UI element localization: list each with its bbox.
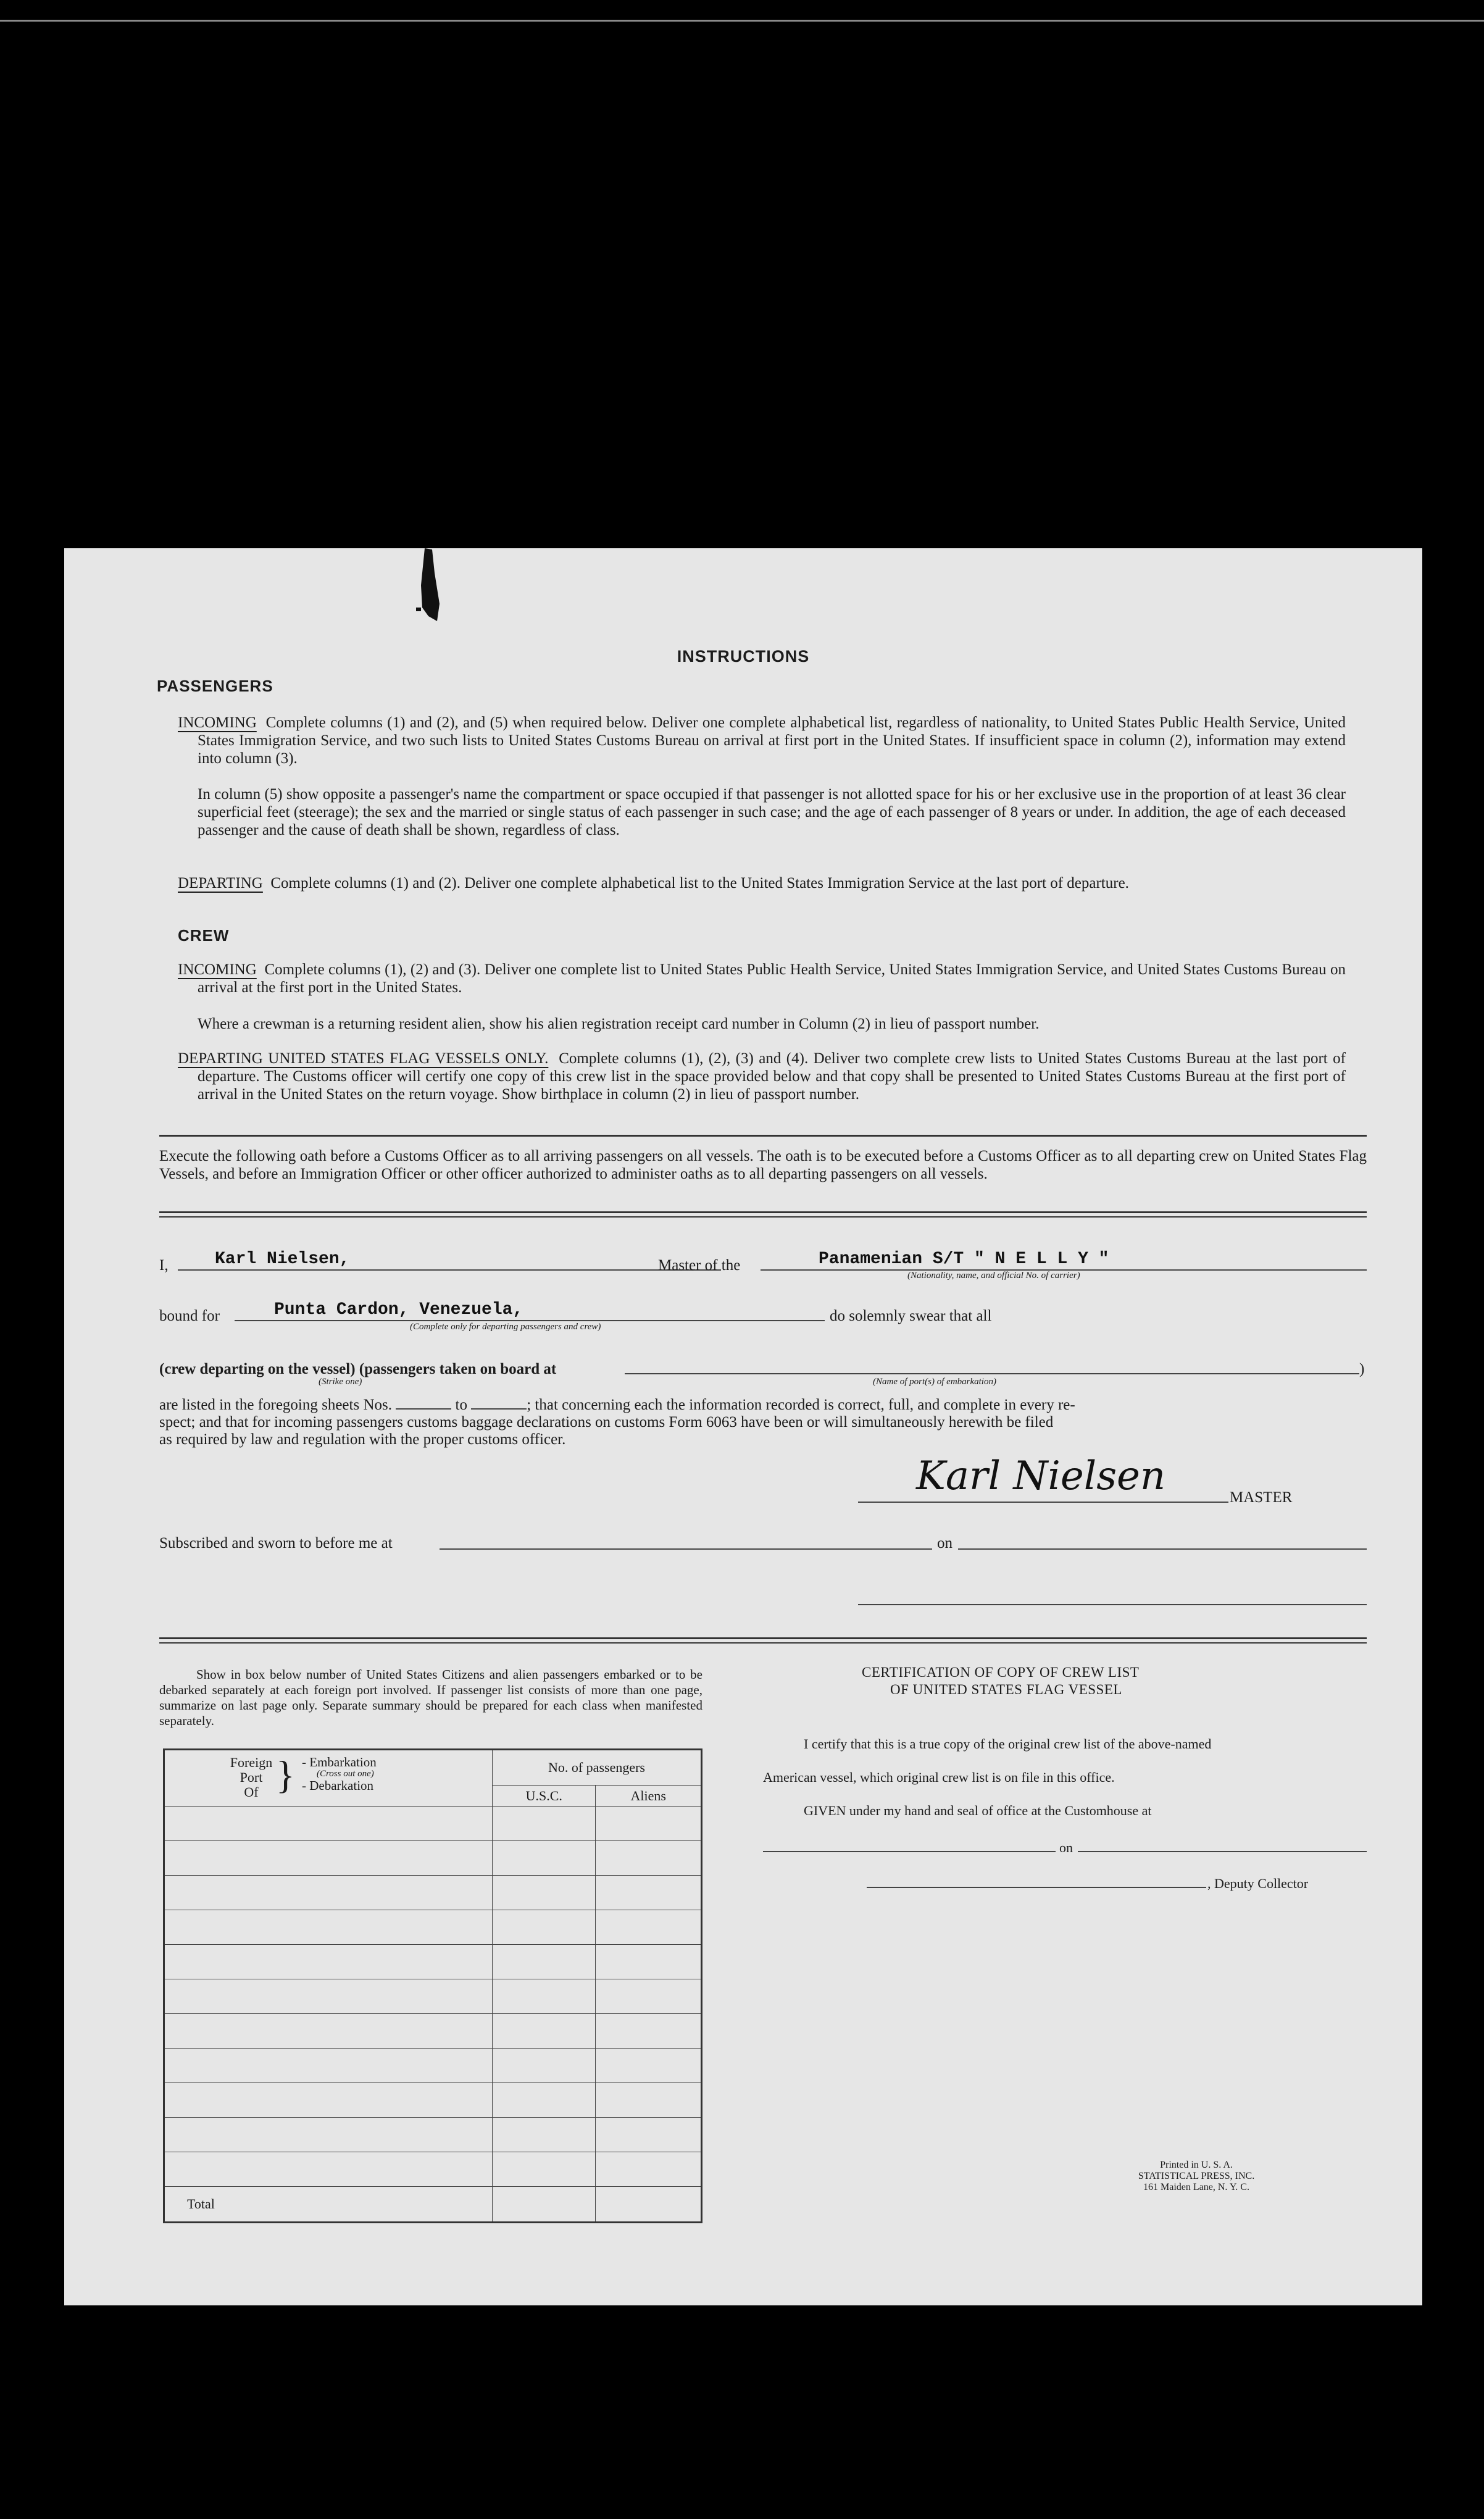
listed-line-3: as required by law and regulation with the proper customs officer. <box>159 1431 566 1448</box>
destination-line <box>235 1320 825 1321</box>
usc-cell <box>492 1945 596 1979</box>
aliens-cell <box>596 1876 702 1910</box>
crew-incoming-paragraph <box>178 961 1346 996</box>
ports-caption: (Name of port(s) of embarkation) <box>873 1377 996 1387</box>
passengers-departing-paragraph <box>178 874 1346 892</box>
table-header-row <box>164 1750 702 1786</box>
officer-signature-line <box>858 1604 1367 1605</box>
usc-cell <box>492 2083 596 2118</box>
master-label: MASTER <box>1230 1489 1293 1506</box>
section-divider <box>159 1135 1367 1137</box>
port-label: Port <box>240 1769 263 1785</box>
usc-cell <box>492 2118 596 2152</box>
port-cell <box>164 2083 493 2118</box>
port-cell <box>164 2152 493 2187</box>
table-row <box>164 1910 702 1945</box>
of-label: Of <box>244 1784 259 1800</box>
listed-line-1 <box>159 1397 1075 1414</box>
debarkation-label: - Debarkation <box>302 1778 374 1793</box>
usc-cell <box>492 1876 596 1910</box>
aliens-cell <box>596 2083 702 2118</box>
certification-title-2: OF UNITED STATES FLAG VESSEL <box>890 1682 1122 1697</box>
table-row <box>164 1841 702 1876</box>
master-name-line <box>178 1269 721 1271</box>
crew-resident-paragraph: Where a crewman is a returning resident alien, show his alien registration receipt card number in Column (2) in lieu of passport number. <box>198 1016 1040 1032</box>
aliens-cell <box>596 2118 702 2152</box>
port-cell <box>164 1979 493 2014</box>
embarkation-ports-line <box>625 1373 1359 1374</box>
foreign-label: Foreign <box>230 1755 273 1770</box>
printer-imprint <box>1104 2160 1289 2193</box>
port-cell <box>164 1841 493 1876</box>
aliens-cell <box>596 1979 702 2014</box>
crew-departing-label: DEPARTING UNITED STATES FLAG VESSELS ONLY. <box>178 1050 549 1067</box>
total-usc-cell <box>492 2187 596 2223</box>
certification-line-2: American vessel, which original crew list is on file in this office. <box>763 1769 1115 1785</box>
destination-value: Punta Cardon, Venezuela, <box>274 1300 523 1319</box>
certification-on-label: on <box>1059 1840 1073 1855</box>
listed-sheets-label: are listed in the foregoing sheets Nos. <box>159 1397 392 1413</box>
certification-title-1: CERTIFICATION OF COPY OF CREW LIST <box>862 1665 1140 1680</box>
master-name-value: Karl Nielsen, <box>215 1250 350 1269</box>
close-paren: ) <box>1359 1361 1365 1377</box>
sworn-date-line <box>958 1548 1367 1550</box>
crew-departing-clause: (crew departing on the vessel) (passengers taken on board at <box>159 1361 557 1377</box>
table-row <box>164 1945 702 1979</box>
summary-rows <box>164 1807 702 2187</box>
destination-caption: (Complete only for departing passengers and crew) <box>410 1322 601 1332</box>
aliens-header: Aliens <box>596 1786 702 1807</box>
total-row <box>164 2187 702 2223</box>
subscribed-label: Subscribed and sworn to before me at <box>159 1535 393 1552</box>
aliens-cell <box>596 1945 702 1979</box>
signature-line <box>858 1502 1228 1503</box>
table-row <box>164 1807 702 1841</box>
usc-cell <box>492 1841 596 1876</box>
sworn-place-line <box>440 1548 932 1550</box>
oath-divider <box>159 1211 1367 1218</box>
page-title: INSTRUCTIONS <box>677 647 810 666</box>
printer-line-3: 161 Maiden Lane, N. Y. C. <box>1143 2182 1249 2192</box>
master-signature: Karl Nielsen <box>916 1453 1166 1499</box>
table-row <box>164 1876 702 1910</box>
cross-out-caption: (Cross out one) <box>317 1769 374 1779</box>
usc-cell <box>492 2152 596 2187</box>
customhouse-line <box>763 1851 1056 1852</box>
usc-cell <box>492 2014 596 2049</box>
certification-line-1: I certify that this is a true copy of the original crew list of the above-named <box>804 1736 1212 1752</box>
passengers-heading: PASSENGERS <box>157 677 273 695</box>
port-cell <box>164 2014 493 2049</box>
table-row <box>164 2083 702 2118</box>
total-label: Total <box>164 2187 493 2223</box>
passengers-incoming-text: Complete columns (1) and (2), and (5) when required below. Deliver one complete alphabetical list, regardless of nationality, to United States Public Health Service, United States Immigration Service, and two such lists to United States Customs Bureau on arrival at first port in the United States. If insufficient space in column (2), information may extend into column (3). <box>198 714 1346 767</box>
passengers-incoming-label: INCOMING <box>178 714 257 731</box>
total-aliens-cell <box>596 2187 702 2223</box>
crew-incoming-text: Complete columns (1), (2) and (3). Deliver one complete list to United States Public Health Service, United States Immigration Service, and United States Customs Bureau on arrival at the first port in the United States. <box>198 961 1346 996</box>
crew-departing-text: Complete columns (1), (2), (3) and (4). Deliver two complete crew lists to United States Customs Bureau at the last port of departure. The Customs officer will certify one copy of this crew list in the space provided below and that copy shall be presented to United States Customs Bureau at the first port of arrival in the United States on the return voyage. Show birthplace in column (2) in lieu of passport number. <box>198 1050 1346 1103</box>
deputy-collector-label: , Deputy Collector <box>1207 1876 1309 1891</box>
crew-departing-paragraph <box>178 1050 1346 1103</box>
brace-mark: } <box>276 1753 295 1797</box>
port-cell <box>164 2049 493 2083</box>
ink-blot-mark <box>416 548 441 622</box>
usc-cell <box>492 1807 596 1841</box>
passengers-departing-label: DEPARTING <box>178 875 263 892</box>
port-cell <box>164 1876 493 1910</box>
crew-heading: CREW <box>178 926 230 945</box>
lower-section-divider <box>159 1637 1367 1644</box>
aliens-cell <box>596 2152 702 2187</box>
foreign-port-header <box>164 1750 493 1807</box>
usc-header: U.S.C. <box>492 1786 596 1807</box>
printer-line-1: Printed in U. S. A. <box>1160 2160 1233 2170</box>
scanner-edge-line <box>0 20 1484 22</box>
sheet-from-blank <box>396 1408 451 1410</box>
bound-for-label: bound for <box>159 1308 220 1324</box>
form-sheet <box>64 548 1422 2305</box>
port-cell <box>164 1807 493 1841</box>
table-row <box>164 1979 702 2014</box>
passengers-column5-paragraph: In column (5) show opposite a passenger's name the compartment or space occupied if that passenger is not allotted space for his or her exclusive use in the proportion of at least 36 clear superficial feet (steerage); the sex and the married or single status of each passenger in such case; and the age of each passenger of 8 years or under. In addition, the age of each deceased passenger and the cause of death shall be shown, regardless of class. <box>198 786 1346 838</box>
strike-one-caption: (Strike one) <box>319 1377 362 1387</box>
sheet-to-blank <box>471 1408 527 1410</box>
swear-label: do solemnly swear that all <box>830 1308 992 1324</box>
table-row <box>164 2152 702 2187</box>
summary-note: Show in box below number of United States Citizens and alien passengers embarked or to be debarked separately at each foreign port involved. If passenger list consists of more than one page, summarize on last page only. Separate summary should be prepared for each class when manifested separately. <box>159 1667 702 1728</box>
usc-cell <box>492 1910 596 1945</box>
passengers-incoming-paragraph <box>178 714 1346 767</box>
passenger-summary-table <box>163 1748 702 2223</box>
embarkation-label: - Embarkation <box>302 1755 377 1769</box>
oath-instruction-paragraph: Execute the following oath before a Customs Officer as to all arriving passengers on all vessels. The oath is to be executed before a Customs Officer as to all departing crew on United States Flag Vessels, and before an Immigration Officer or other officer authorized to administer oaths as to all departing passengers on all vessels. <box>159 1148 1367 1182</box>
vessel-value: Panamenian S/T " N E L L Y " <box>819 1250 1109 1269</box>
port-cell <box>164 2118 493 2152</box>
listed-line-1-rest: ; that concerning each the information recorded is correct, full, and complete in every re- <box>527 1397 1075 1413</box>
vessel-caption: (Nationality, name, and official No. of carrier) <box>907 1271 1080 1280</box>
aliens-cell <box>596 1910 702 1945</box>
usc-cell <box>492 1979 596 2014</box>
table-row <box>164 2014 702 2049</box>
table-row <box>164 2118 702 2152</box>
no-passengers-header: No. of passengers <box>492 1750 701 1786</box>
port-cell <box>164 1945 493 1979</box>
certification-line-3: GIVEN under my hand and seal of office at the Customhouse at <box>804 1803 1152 1818</box>
passengers-departing-text: Complete columns (1) and (2). Deliver one complete alphabetical list to the United States Immigration Service at the last port of departure. <box>270 875 1129 892</box>
crew-incoming-label: INCOMING <box>178 961 257 978</box>
master-of-label: Master of the <box>658 1257 741 1274</box>
printer-line-2: STATISTICAL PRESS, INC. <box>1138 2171 1255 2181</box>
sworn-on-label: on <box>937 1535 953 1552</box>
listed-to-label: to <box>455 1397 467 1413</box>
table-row <box>164 2049 702 2083</box>
usc-cell <box>492 2049 596 2083</box>
aliens-cell <box>596 2049 702 2083</box>
port-cell <box>164 1910 493 1945</box>
oath-i-label: I, <box>159 1257 169 1274</box>
aliens-cell <box>596 1841 702 1876</box>
deputy-collector-line <box>867 1887 1206 1888</box>
listed-line-2: spect; and that for incoming passengers customs baggage declarations on customs Form 6063 have been or will simultaneously herewith be filed <box>159 1414 1054 1431</box>
aliens-cell <box>596 2014 702 2049</box>
aliens-cell <box>596 1807 702 1841</box>
certification-date-line <box>1078 1851 1367 1852</box>
